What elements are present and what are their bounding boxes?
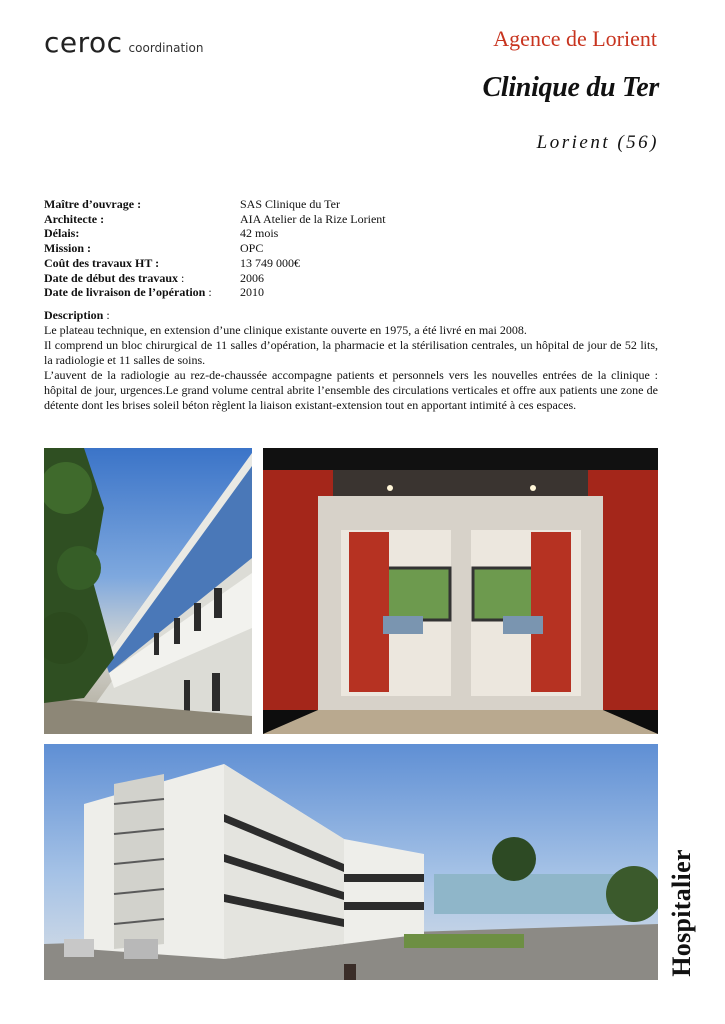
project-location: Lorient (56) (536, 132, 659, 153)
category-label (665, 840, 699, 986)
description-heading-colon: : (103, 308, 110, 322)
info-row-owner (44, 197, 386, 212)
info-label-colon: : (97, 211, 105, 226)
company-logo (44, 26, 204, 59)
info-value: 2010 (240, 285, 264, 300)
category-text: Hospitalier (667, 849, 696, 977)
info-label: Architecte (44, 211, 98, 226)
info-row-cost (44, 256, 386, 271)
info-value: OPC (240, 241, 264, 256)
info-row-start-date (44, 271, 386, 286)
logo-tagline: coordination (128, 41, 204, 55)
info-value: 42 mois (240, 226, 279, 241)
info-label-colon: : (178, 270, 185, 285)
project-title: Clinique du Ter (482, 72, 659, 103)
project-info-table (44, 197, 386, 300)
info-value: 2006 (240, 270, 264, 285)
info-label: Date de livraison de l’opération (44, 285, 206, 300)
info-label: Date de début des travaux (44, 270, 178, 285)
interior-corridor-photo (263, 448, 658, 734)
info-value: AIA Atelier de la Rize Lorient (240, 211, 386, 226)
description-paragraph: Il comprend un bloc chirurgical de 11 salles d’opération, la pharmacie et la stérilisation centrales, un hôpital de jour de 52 lits, la radiologie et 11 salles de soins. (44, 338, 658, 367)
info-row-duration (44, 226, 386, 241)
info-label: Coût des travaux HT (44, 255, 153, 270)
info-row-delivery-date (44, 285, 386, 300)
info-value: SAS Clinique du Ter (240, 197, 340, 211)
info-row-mission (44, 241, 386, 256)
info-label-colon: : (84, 241, 92, 256)
building-exterior-panorama-photo (44, 744, 658, 980)
info-value: 13 749 000€ (240, 255, 300, 270)
logo-wordmark: ceroc (44, 26, 123, 59)
info-label-colon: : (134, 197, 142, 211)
description-paragraph: Le plateau technique, en extension d’une clinique existante ouverte en 1975, a été livré en mai 2008. (44, 323, 527, 337)
info-label: Maître d’ouvrage (44, 197, 135, 211)
info-label-colon: : (205, 285, 212, 300)
building-facade-photo (44, 448, 252, 734)
description-heading: Description (44, 308, 104, 322)
agency-name: Agence de Lorient (493, 26, 657, 51)
description-paragraph: L’auvent de la radiologie au rez-de-chaussée accompagne patients et personnels vers les nouvelles entrées de la clinique : hôpital de jour, urgences.Le grand volume central abrite l’ensemble des circulations verticales et offre aux patients une zone de détente dont les brises soleil béton règlent la liaison existant-extension tout en apportant intimité à ces espaces. (44, 368, 658, 412)
info-label-colon: : (152, 255, 160, 270)
project-description (44, 308, 658, 413)
info-label: Délais: (44, 226, 80, 241)
info-row-architect (44, 212, 386, 227)
info-label: Mission (44, 241, 85, 256)
